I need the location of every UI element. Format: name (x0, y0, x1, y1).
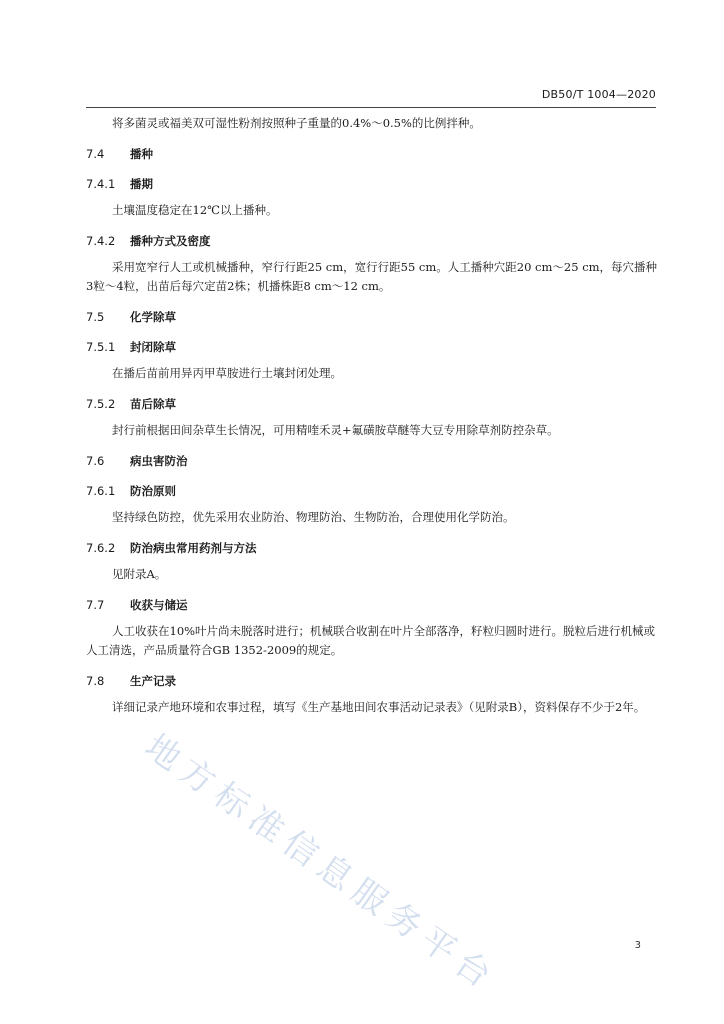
section-heading (86, 338, 658, 356)
paragraph: 详细记录产地环境和农事过程，填写《生产基地田间农事活动记录表》（见附录B），资料保存不少于2年。 (112, 700, 646, 714)
page-number: 3 (634, 940, 641, 951)
section-title: 病虫害防治 (130, 454, 188, 468)
section-heading (86, 672, 658, 690)
section-number: 7.6.1 (86, 484, 116, 498)
section-heading (86, 308, 658, 326)
section-title: 封闭除草 (130, 340, 176, 354)
paragraph: 封行前根据田间杂草生长情况，可用精喹禾灵+氟磺胺草醚等大豆专用除草剂防控杂草。 (112, 423, 559, 437)
paragraph: 在播后苗前用异丙甲草胺进行土壤封闭处理。 (112, 366, 342, 380)
paragraph: 采用宽窄行人工或机械播种，窄行行距25 cm，宽行行距55 cm。人工播种穴距20 cm～25 cm，每穴播种3粒～4粒，出苗后每穴定苗2株；机播株距8 cm～12 cm。 (86, 260, 658, 293)
section-number: 7.4 (86, 147, 105, 161)
paragraph: 土壤温度稳定在12℃以上播种。 (112, 203, 278, 217)
section-title: 化学除草 (130, 310, 176, 324)
paragraph: 见附录A。 (112, 567, 167, 581)
header-rule (86, 107, 656, 108)
document-body (86, 110, 658, 725)
section-heading (86, 145, 658, 163)
section-number: 7.8 (86, 674, 105, 688)
section-heading (86, 482, 658, 500)
paragraph: 坚持绿色防控，优先采用农业防治、物理防治、生物防治，合理使用化学防治。 (112, 510, 515, 524)
section-title: 播期 (130, 177, 153, 191)
section-heading (86, 539, 658, 557)
section-number: 7.4.2 (86, 234, 116, 248)
paragraph: 人工收获在10%叶片尚未脱落时进行；机械联合收割在叶片全部落净，籽粒归圆时进行。脱粒后进行机械或人工清选，产品质量符合GB 1352-2009的规定。 (86, 624, 656, 657)
section-title: 生产记录 (130, 674, 176, 688)
section-heading (86, 596, 658, 614)
section-heading (86, 452, 658, 470)
section-heading (86, 232, 658, 250)
section-title: 播种方式及密度 (130, 234, 211, 248)
standard-code: DB50/T 1004—2020 (541, 88, 656, 101)
section-number: 7.7 (86, 598, 105, 612)
paragraph: 将多菌灵或福美双可湿性粉剂按照种子重量的0.4%～0.5%的比例拌种。 (112, 116, 481, 130)
watermark: 地方标准信息服务平台 (137, 726, 505, 1001)
section-title: 防治病虫常用药剂与方法 (130, 541, 257, 555)
section-number: 7.6.2 (86, 541, 116, 555)
section-number: 7.6 (86, 454, 105, 468)
section-title: 播种 (130, 147, 153, 161)
section-number: 7.5.2 (86, 397, 116, 411)
section-number: 7.5 (86, 310, 105, 324)
section-title: 苗后除草 (130, 397, 176, 411)
section-heading (86, 175, 658, 193)
section-number: 7.5.1 (86, 340, 116, 354)
section-title: 收获与储运 (130, 598, 188, 612)
section-number: 7.4.1 (86, 177, 116, 191)
section-heading (86, 395, 658, 413)
section-title: 防治原则 (130, 484, 176, 498)
